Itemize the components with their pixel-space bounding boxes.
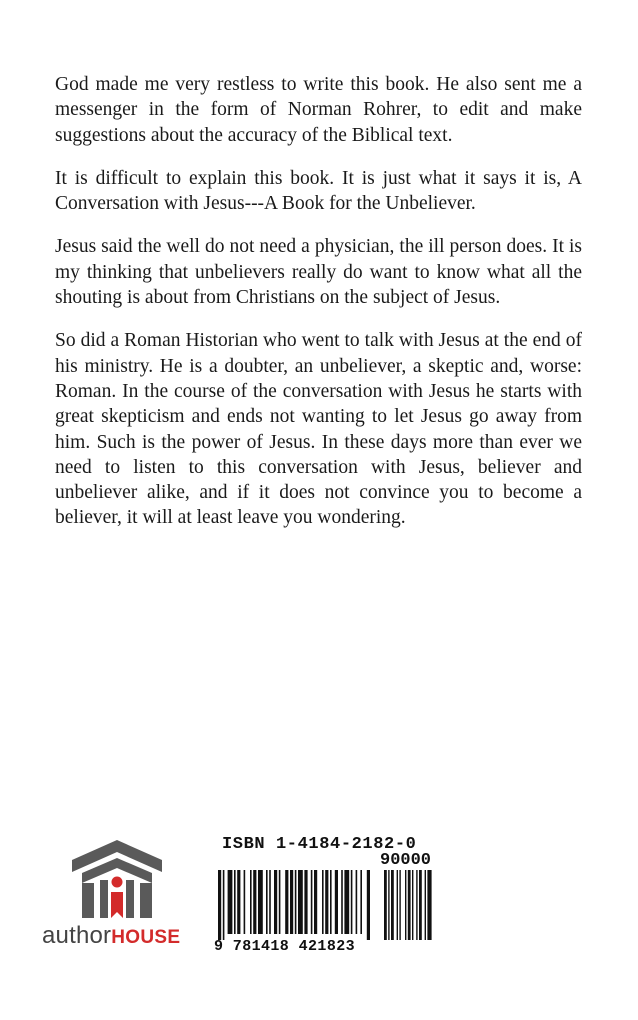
barcode-bar bbox=[279, 870, 281, 934]
barcode-bar bbox=[295, 870, 297, 934]
barcode-addon-bar bbox=[391, 870, 394, 940]
barcode-bar bbox=[356, 870, 358, 934]
barcode-bar bbox=[322, 870, 324, 934]
ean-digits: 9 781418 421823 bbox=[214, 938, 356, 955]
barcode-bar bbox=[311, 870, 313, 934]
barcode-bar bbox=[244, 870, 246, 934]
barcode-addon-bar bbox=[397, 870, 398, 940]
barcode-bar bbox=[360, 870, 362, 934]
barcode-bar bbox=[314, 870, 317, 934]
barcode-bar bbox=[304, 870, 307, 934]
barcode-addon-bar bbox=[408, 870, 411, 940]
barcode-bar bbox=[237, 870, 240, 934]
barcode-addon-bar bbox=[388, 870, 389, 940]
barcode-bar bbox=[228, 870, 233, 934]
publisher-logo bbox=[38, 838, 200, 958]
barcode-bar bbox=[367, 870, 370, 940]
barcode-bar bbox=[335, 870, 338, 934]
barcode-bar bbox=[269, 870, 271, 934]
barcode-bars bbox=[214, 870, 436, 940]
barcode-bar bbox=[258, 870, 263, 934]
isbn-barcode bbox=[200, 826, 440, 966]
barcode-bar bbox=[325, 870, 328, 934]
barcode-addon-bar bbox=[416, 870, 417, 940]
isbn-number: ISBN 1-4184-2182-0 bbox=[222, 835, 417, 854]
barcode-addon-bar bbox=[384, 870, 387, 940]
publisher-name-author: author bbox=[42, 922, 112, 949]
barcode-addon-bar bbox=[412, 870, 413, 940]
barcode-bar bbox=[344, 870, 349, 934]
barcode-addon-bar bbox=[419, 870, 422, 940]
barcode-addon-bar bbox=[405, 870, 406, 940]
barcode-addon-bar bbox=[399, 870, 400, 940]
publisher-name bbox=[42, 924, 180, 948]
barcode-addon-bar bbox=[425, 870, 426, 940]
description-paragraph-1: God made me very restless to write this book. He also sent me a messenger in the form of Norman Rohrer, to edit and make suggestions about the accuracy of the Biblical text. bbox=[55, 74, 582, 146]
price-code: 90000 bbox=[380, 851, 432, 870]
barcode-bar bbox=[253, 870, 256, 934]
barcode-bar bbox=[234, 870, 236, 934]
barcode-bar bbox=[330, 870, 332, 934]
barcode-bar bbox=[223, 870, 225, 940]
description-paragraph-2: It is difficult to explain this book. It is just what it says it is, A Conversation with Jesus---A Book for the Unbeliever. bbox=[55, 167, 582, 215]
barcode-bar bbox=[266, 870, 268, 934]
description-paragraph-3: Jesus said the well do not need a physician, the ill person does. It is my thinking that unbelievers really do want to know what all the shouting is about from Christians on the subject of Jesus. bbox=[55, 236, 582, 309]
barcode-bar bbox=[341, 870, 343, 934]
barcode-addon-bar bbox=[427, 870, 431, 940]
description-paragraph-4: So did a Roman Historian who went to talk with Jesus at the end of his ministry. He is a doubter, an unbeliever, a skeptic and, worse: Roman. In the course of the conversation with Jesus he starts with great skepticism and ends not wanting to let Jesus go away from him. Such is the power of Jesus. In these days more than ever we need to listen to this conversation with Jesus, believer and unbeliever alike, and if it does not convince you to become a believer, it will at least leave you wondering. bbox=[55, 330, 582, 529]
house-icon bbox=[68, 838, 166, 922]
back-cover-description bbox=[55, 72, 582, 549]
publisher-name-house: HOUSE bbox=[111, 927, 181, 948]
barcode-bar bbox=[351, 870, 353, 934]
barcode-bar bbox=[290, 870, 293, 934]
barcode-bar bbox=[285, 870, 288, 934]
barcode-bar bbox=[250, 870, 252, 934]
barcode-bar bbox=[274, 870, 277, 934]
barcode-bar bbox=[298, 870, 303, 934]
barcode-bar bbox=[218, 870, 221, 940]
